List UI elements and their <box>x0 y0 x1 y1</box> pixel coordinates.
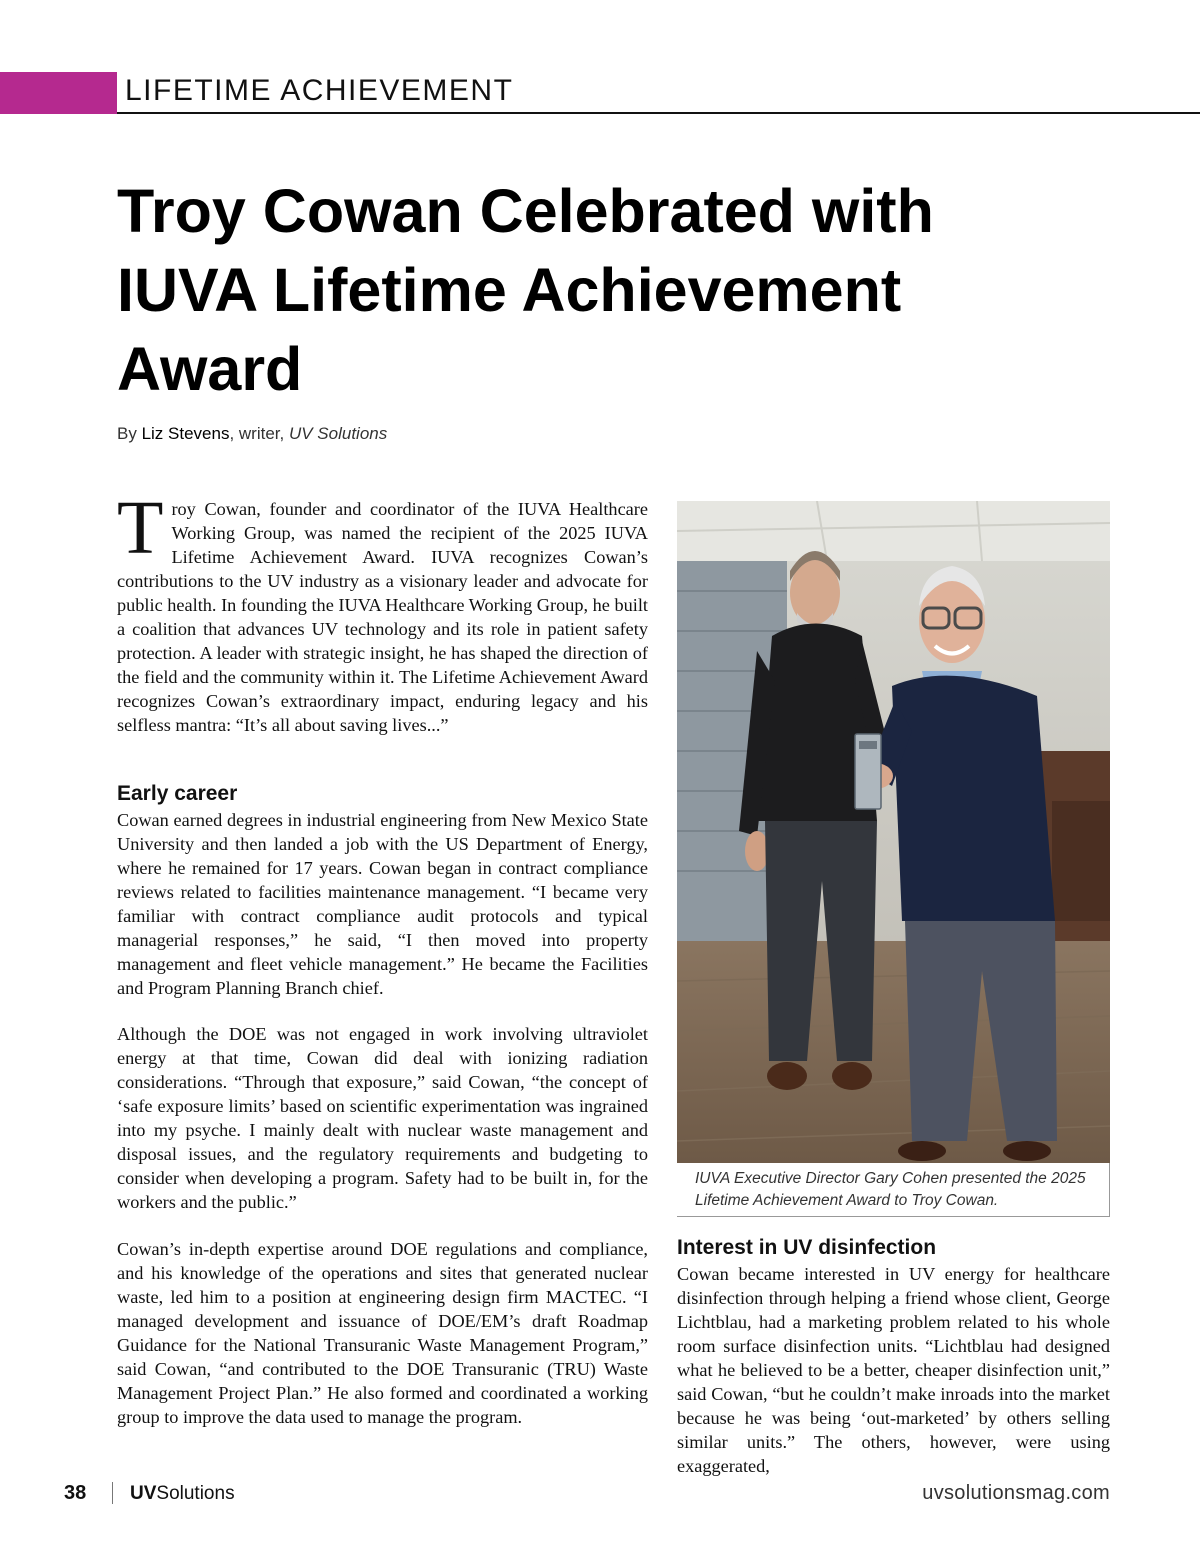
interest-heading: Interest in UV disinfection <box>677 1236 937 1259</box>
section-accent-bar <box>0 72 117 114</box>
early-career-paragraph-2-block <box>117 1022 648 1214</box>
byline-author: Liz Stevens <box>141 424 230 443</box>
intro-paragraph <box>117 486 648 737</box>
early-career-paragraph-1-block <box>117 808 648 1000</box>
early-career-paragraph: Although the DOE was not engaged in work involving ultraviolet energy at that time, Cowan did deal with ionizing radiation considerations. “Through that exposure,” said Cowan, “the concept of ‘safe exposure limits’ based on scientific experimentation was ingrained into my psyche. I mainly dealt with nuclear waste management and disposal issues, and the regulatory requirements and budgeting to consider when developing a program. Safety had to be built in, for the workers and the public.” <box>117 1024 648 1212</box>
photo-frame <box>677 501 1110 1217</box>
footer-url: uvsolutionsmag.com <box>922 1482 1110 1504</box>
early-career-paragraph-3-block <box>117 1237 648 1429</box>
award-photo <box>677 501 1110 1163</box>
interest-heading-block <box>677 1236 1110 1260</box>
article-title: Troy Cowan Celebrated with IUVA Lifetime Achievement Award <box>117 177 934 403</box>
section-label: LIFETIME ACHIEVEMENT <box>125 74 514 107</box>
header-rule <box>117 112 1200 114</box>
footer-separator <box>112 1482 113 1504</box>
interest-paragraph: Cowan became interested in UV energy for healthcare disinfection through helping a friend whose client, George Lichtblau, had a marketing problem related to his whole room surface disinfection units. “Lichtblau had designed what he believed to be a better, cheaper disinfection unit,” said Cowan, “but he couldn’t make inroads into the market because he was being ‘out-marketed’ by others selling similar units.” The others, however, were using exaggerated, <box>677 1264 1110 1476</box>
page-number: 38 <box>64 1482 87 1504</box>
magazine-name-bold: UV <box>130 1483 157 1504</box>
byline <box>117 424 387 444</box>
magazine-name-rest: Solutions <box>156 1483 235 1504</box>
early-career-paragraph: Cowan earned degrees in industrial engineering from New Mexico State University and then landed a job with the US Department of Energy, where he remained for 17 years. Cowan began in contract compliance reviews related to facilities maintenance management. “I became very familiar with contract compliance audit protocols and typical managerial responses,” he said, “I then moved into property management and fleet vehicle management.” He became the Facilities and Program Planning Branch chief. <box>117 810 648 998</box>
intro-block <box>117 486 648 737</box>
early-career-heading: Early career <box>117 782 238 805</box>
early-career-paragraph: Cowan’s in-depth expertise around DOE regulations and compliance, and his knowledge of the operations and sites that generated nuclear waste, led him to a position at engineering design firm MACTEC. “I managed development and issuance of DOE/EM’s draft Roadmap Guidance for the National Transuranic Waste Management Program,” said Cowan, “and contributed to the DOE Transuranic (TRU) Waste Management Project Plan.” He also formed and coordinated a working group to improve the data used to manage the program. <box>117 1239 648 1427</box>
byline-publication: UV Solutions <box>288 424 388 443</box>
interest-paragraph-block <box>677 1262 1110 1478</box>
early-career-heading-block <box>117 782 648 806</box>
photo-caption: IUVA Executive Director Gary Cohen presented the 2025 Lifetime Achievement Award to Troy Cowan. <box>695 1170 1086 1209</box>
magazine-name <box>130 1483 235 1505</box>
byline-prefix: By <box>117 424 142 443</box>
byline-role: , writer, <box>229 424 289 443</box>
intro-text: roy Cowan, founder and coordinator of the IUVA Healthcare Working Group, was named the recipient of the 2025 IUVA Lifetime Achievement Award. IUVA recognizes Cowan’s contributions to the UV industry as a visionary leader and advocate for public health. In founding the IUVA Healthcare Working Group, he built a coalition that advances UV technology and its role in patient safety protection. A leader with strategic insight, he has shaped the direction of the field and the community within it. The Lifetime Achievement Award recognizes Cowan’s extraordinary impact, enduring legacy and his selfless mantra: “It’s all about saving lives...” <box>117 499 648 735</box>
drop-cap: T <box>117 486 164 570</box>
